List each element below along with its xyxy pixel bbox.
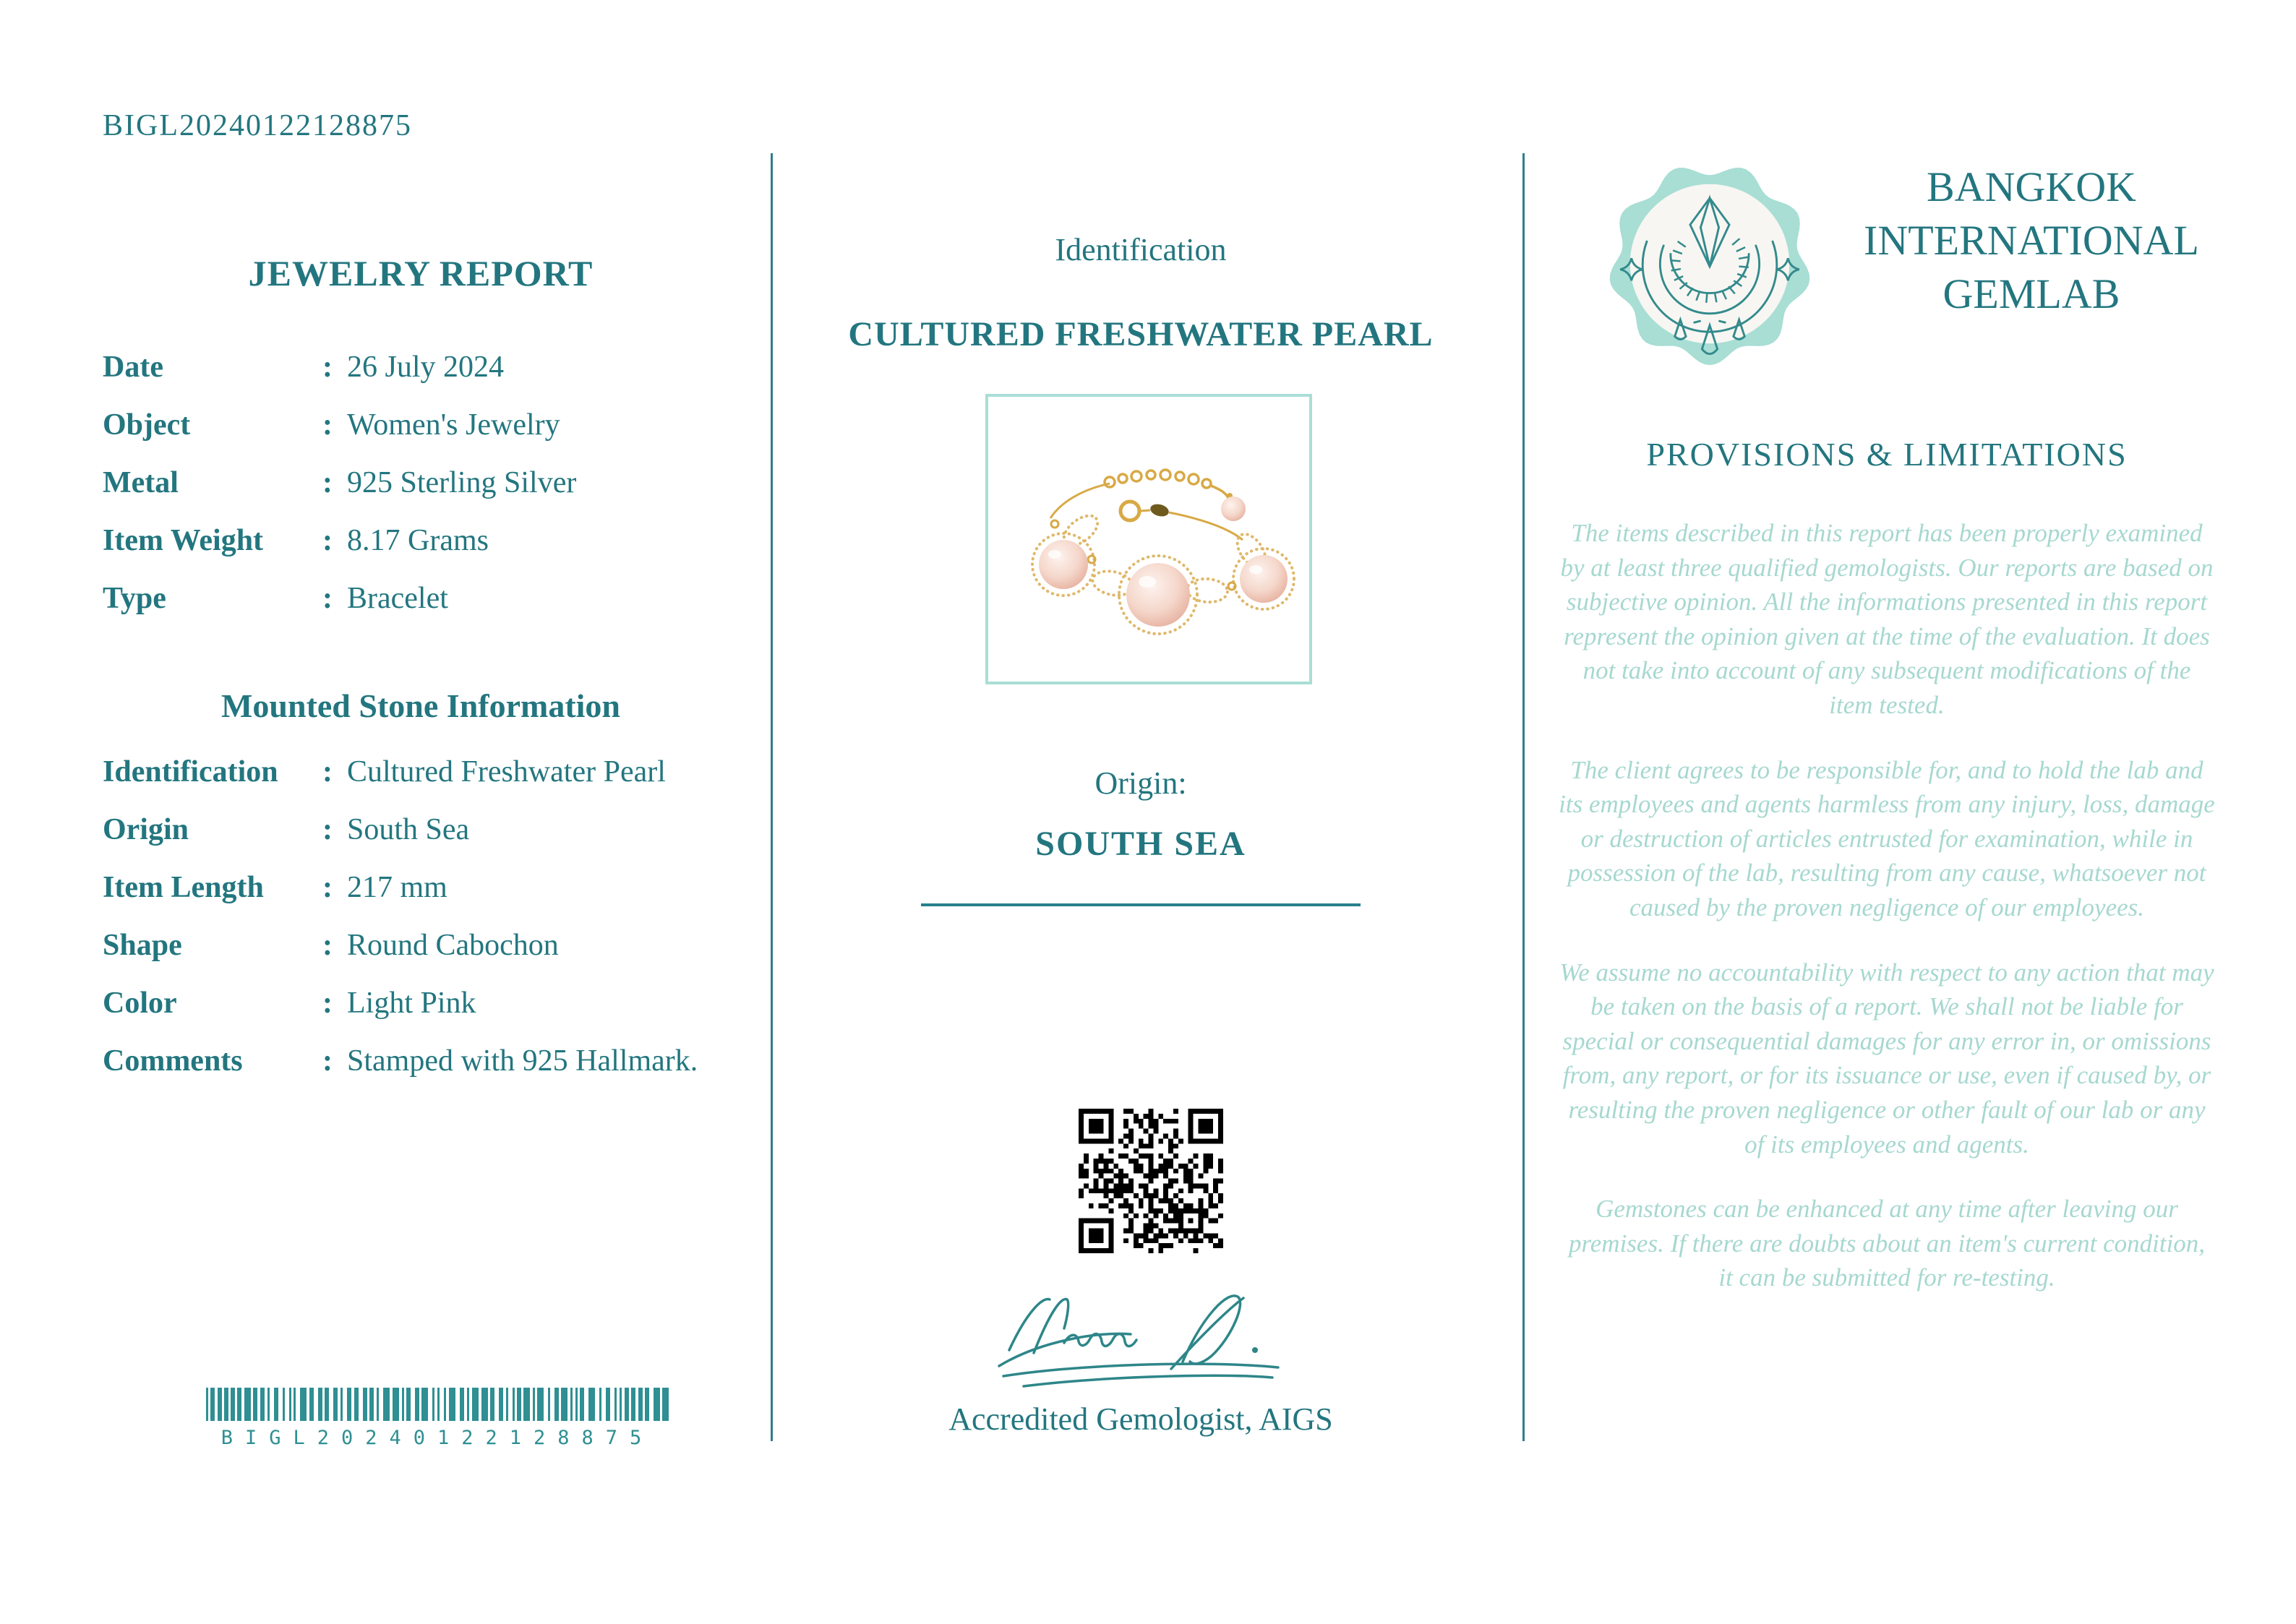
report-number: BIGL20240122128875: [103, 109, 412, 142]
field-row-shape: [103, 916, 753, 974]
column-divider: [1522, 153, 1525, 1441]
qr-code-icon: [1079, 1109, 1223, 1253]
signer-title: Accredited Gemologist, AIGS: [948, 1401, 1333, 1437]
field-row-identification: [103, 743, 753, 801]
field-label: Item Length: [103, 871, 264, 904]
barcode-text: BIGL20240122128875: [220, 1427, 654, 1449]
field-value: Women's Jewelry: [347, 408, 560, 442]
identification-section-title: Identification: [1055, 232, 1227, 267]
field-row-object: [103, 396, 739, 454]
identification-result: CULTURED FRESHWATER PEARL: [848, 315, 1434, 353]
field-value: 8.17 Grams: [347, 524, 489, 557]
jewelry-photo-frame: [985, 394, 1312, 684]
field-colon: :: [322, 524, 333, 557]
bracelet-image: [988, 397, 1309, 682]
provision-paragraph: The client agrees to be responsible for, and to hold the lab and its employees and agents harmless from any injury, loss, damage or destruction of articles entrusted for examination, while in possession of the lab, resulting from any cause, whatsoever not caused by the proven negligence of our employees.: [1559, 755, 2215, 921]
gemologist-signature: [989, 1281, 1293, 1400]
field-value: 217 mm: [347, 871, 447, 904]
field-value: South Sea: [347, 813, 470, 846]
provision-paragraph: We assume no accountability with respect to any action that may be taken on the basis of a report. We shall not be liable for special or consequential damages for any error in, or omissions from, any report, or for its issuance or use, even if caused by, or resulting the proven negligence or other fault of our lab or any of its employees and agents.: [1559, 958, 2214, 1159]
field-colon: :: [322, 929, 333, 962]
jewelry-report-title: JEWELRY REPORT: [248, 252, 594, 293]
field-value: Cultured Freshwater Pearl: [347, 755, 666, 789]
field-label: Origin: [103, 813, 189, 846]
provision-paragraph: The items described in this report has been properly examined by at least three qualified gemologists. Our reports are based on subjective opinion. All the informations presented in this report represent the opinion given at the time of the evaluation. It does not take into account of any subsequent modifications of the item tested.: [1560, 519, 2214, 719]
barcode-block: [206, 1388, 669, 1449]
field-row-item-length: [103, 859, 753, 916]
provisions-paragraphs: [1559, 516, 2215, 1326]
lab-name: [1822, 160, 2241, 321]
field-label: Color: [103, 987, 177, 1020]
field-label: Metal: [103, 466, 179, 499]
provisions-heading: PROVISIONS & LIMITATIONS: [1646, 436, 2128, 473]
origin-label: Origin:: [1095, 765, 1187, 801]
gem-crescent-badge-icon: [1605, 159, 1815, 369]
field-label: Shape: [103, 929, 182, 962]
field-colon: :: [322, 1044, 333, 1078]
lab-name-line: BANGKOK: [1927, 163, 2136, 210]
jewelry-fields: [103, 338, 739, 627]
field-colon: :: [322, 987, 333, 1020]
field-row-date: [103, 338, 739, 396]
barcode-icon: [206, 1388, 669, 1421]
field-colon: :: [322, 582, 333, 615]
field-value: Round Cabochon: [347, 929, 559, 962]
field-value: 26 July 2024: [347, 351, 505, 384]
field-row-comments: [103, 1032, 753, 1090]
column-divider: [771, 153, 773, 1441]
field-value: 925 Sterling Silver: [347, 466, 577, 499]
field-label: Date: [103, 351, 163, 384]
mounted-stone-heading: Mounted Stone Information: [220, 687, 621, 725]
field-colon: :: [322, 351, 333, 384]
stone-fields: [103, 743, 753, 1090]
lab-name-line: GEMLAB: [1942, 270, 2120, 317]
provision-paragraph: Gemstones can be enhanced at any time after leaving our premises. If there are doubts about an item's current condition, it can be submitted for re-testing.: [1568, 1195, 2206, 1292]
field-row-item-weight: [103, 512, 739, 570]
field-row-type: [103, 570, 739, 627]
field-value: Bracelet: [347, 582, 448, 615]
field-colon: :: [322, 408, 333, 442]
field-value: Light Pink: [347, 987, 476, 1020]
field-value: Stamped with 925 Hallmark.: [347, 1044, 698, 1078]
lab-name-line: INTERNATIONAL: [1864, 217, 2199, 264]
field-row-color: [103, 974, 753, 1032]
field-row-metal: [103, 454, 739, 512]
field-colon: :: [322, 813, 333, 846]
field-colon: :: [322, 755, 333, 789]
field-label: Object: [103, 408, 191, 442]
field-row-origin: [103, 801, 753, 859]
field-colon: :: [322, 466, 333, 499]
field-label: Comments: [103, 1044, 243, 1078]
origin-value: SOUTH SEA: [1035, 825, 1246, 863]
field-label: Item Weight: [103, 524, 264, 557]
field-label: Type: [103, 582, 166, 615]
field-colon: :: [322, 871, 333, 904]
origin-underline: [921, 903, 1361, 906]
field-label: Identification: [103, 755, 278, 789]
